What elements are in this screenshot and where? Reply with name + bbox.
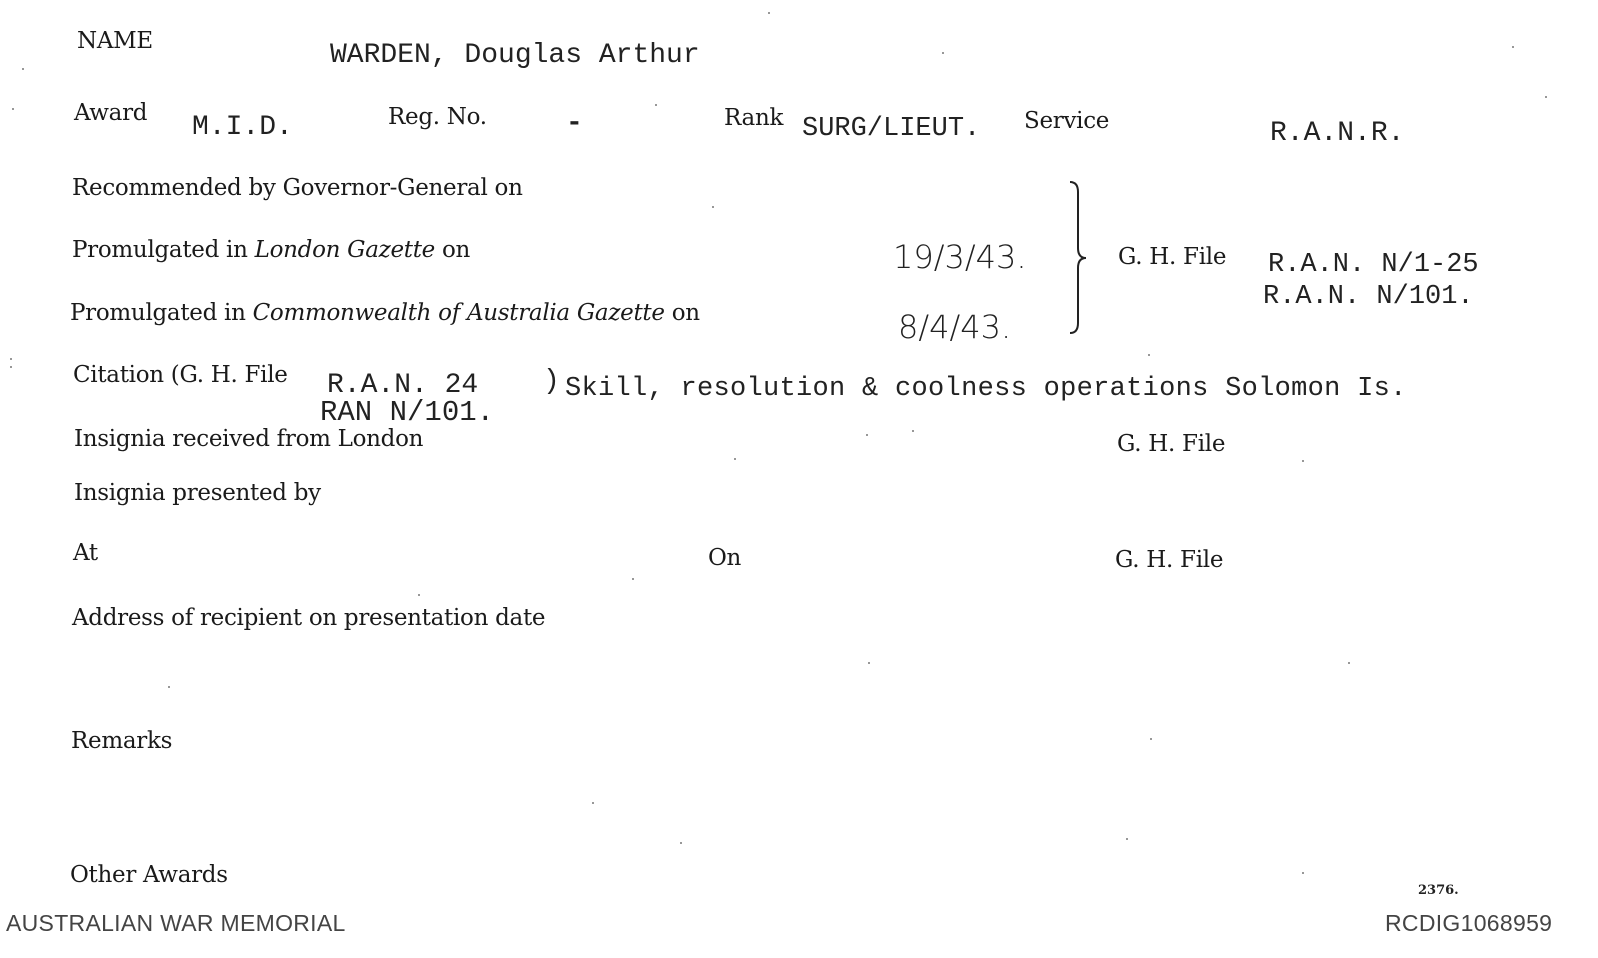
scan-speck <box>768 12 770 14</box>
scan-speck <box>632 578 634 580</box>
card-number: 2376. <box>1418 883 1459 898</box>
address-label: Address of recipient on presentation date <box>72 605 546 631</box>
scan-speck <box>1148 354 1150 356</box>
scan-speck <box>1150 738 1152 740</box>
commonwealth-gazette-label: Promulgated in Commonwealth of Australia Gazette on <box>70 300 700 326</box>
scan-speck <box>10 366 12 368</box>
scan-speck <box>592 802 594 804</box>
insignia-received-label: Insignia received from London <box>74 426 424 452</box>
gazette-gh-file-label: G. H. File <box>1118 244 1227 270</box>
on-label: On <box>708 545 742 571</box>
citation-label: Citation (G. H. File <box>73 362 288 388</box>
presentation-gh-file-label: G. H. File <box>1115 547 1224 573</box>
scan-speck <box>912 430 914 432</box>
scan-speck <box>10 358 12 360</box>
scan-speck <box>418 594 420 596</box>
citation-file-2: RAN N/101. <box>320 396 495 429</box>
scan-speck <box>734 458 736 460</box>
brace-icon <box>1066 180 1092 335</box>
footer-source-label: AUSTRALIAN WAR MEMORIAL <box>6 910 346 936</box>
other-awards-label: Other Awards <box>70 862 228 888</box>
insignia-presented-label: Insignia presented by <box>74 480 321 506</box>
service-label: Service <box>1024 108 1110 134</box>
at-label: At <box>73 540 98 566</box>
citation-close-paren: ) <box>543 366 560 397</box>
citation-file-1: R.A.N. 24 <box>327 370 479 401</box>
scan-speck <box>1126 838 1128 840</box>
scan-speck <box>655 104 657 106</box>
scan-speck <box>680 842 682 844</box>
london-gazette-date: 19/3/43. <box>893 238 1027 276</box>
scan-speck <box>942 52 944 54</box>
scan-speck <box>1512 46 1514 48</box>
name-value: WARDEN, Douglas Arthur <box>330 40 700 71</box>
award-label: Award <box>74 100 148 126</box>
london-gazette-label: Promulgated in London Gazette on <box>72 237 471 263</box>
gazette-gh-file-1: R.A.N. N/1-25 <box>1268 250 1479 280</box>
gazette-gh-file-2: R.A.N. N/101. <box>1263 282 1474 312</box>
scan-speck <box>22 68 24 70</box>
rank-value: SURG/LIEUT. <box>802 114 981 144</box>
name-label: NAME <box>77 28 153 54</box>
commonwealth-gazette-date: 8/4/43. <box>898 308 1012 346</box>
scan-speck <box>712 206 714 208</box>
insignia-gh-file-label: G. H. File <box>1117 431 1226 457</box>
scan-speck <box>868 662 870 664</box>
recommended-label: Recommended by Governor-General on <box>72 175 523 201</box>
service-value: R.A.N.R. <box>1270 118 1405 149</box>
reg-no-value: - <box>566 108 583 139</box>
scan-speck <box>1302 872 1304 874</box>
reg-no-label: Reg. No. <box>388 104 487 130</box>
footer-record-id: RCDIG1068959 <box>1385 910 1553 936</box>
scan-speck <box>1348 662 1350 664</box>
scan-speck <box>1302 460 1304 462</box>
scan-speck <box>866 434 868 436</box>
remarks-label: Remarks <box>71 728 173 754</box>
scan-speck <box>168 686 170 688</box>
rank-label: Rank <box>724 105 784 131</box>
citation-text: Skill, resolution & coolness operations Solomon Is. <box>565 374 1407 404</box>
scan-speck <box>1545 96 1547 98</box>
award-value: M.I.D. <box>192 112 293 143</box>
scan-speck <box>12 108 14 110</box>
